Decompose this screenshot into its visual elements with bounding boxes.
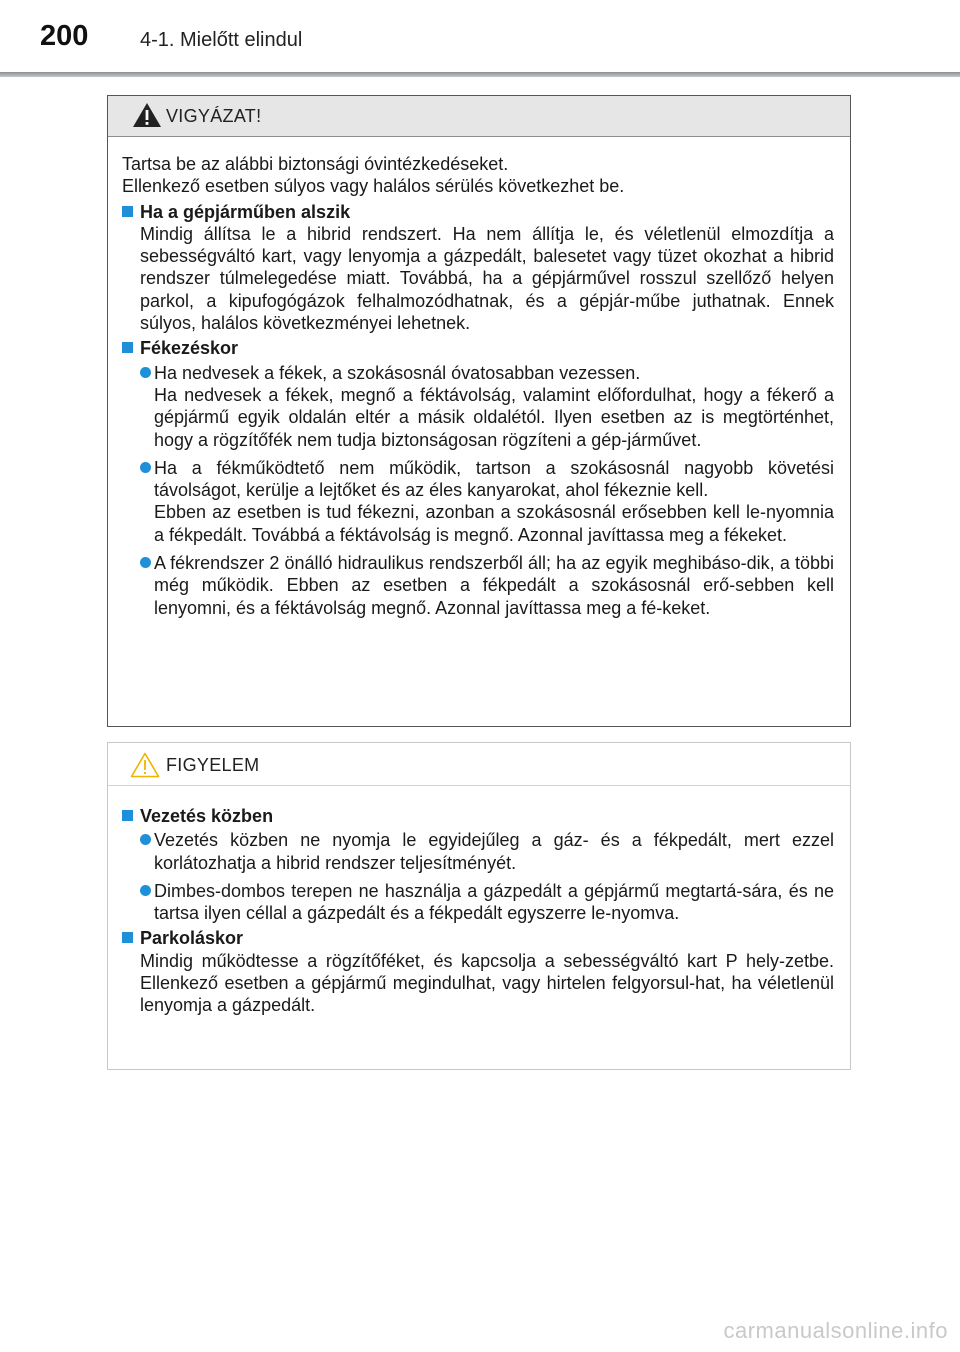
circle-bullet-icon (140, 885, 151, 896)
square-bullet-icon (122, 810, 133, 821)
warning-triangle-outline-icon (130, 752, 160, 778)
circle-bullet-icon (140, 557, 151, 568)
warning-box-header (108, 96, 850, 137)
page-header (0, 0, 960, 80)
square-bullet-icon (122, 342, 133, 353)
circle-bullet-icon (140, 834, 151, 845)
list-item (122, 552, 834, 619)
item-text: Dimbes-dombos terepen ne használja a gázpedált a gépjármű megtartá-sára, és ne tartsa ilyen céllal a gázpedált és a fékpedált egyszerre le-nyomva. (154, 880, 834, 924)
section-title: 4-1. Mielőtt elindul (140, 29, 303, 51)
notice-section-parking (122, 927, 834, 1016)
item-text: Ha nedvesek a fékek, a szokásosnál óvatosabban vezessen. (154, 362, 641, 383)
square-bullet-icon (122, 932, 133, 943)
notice-section-driving (122, 805, 834, 924)
warning-box (107, 95, 851, 727)
section-text: Mindig működtesse a rögzítőféket, és kapcsolja a sebességváltó kart P hely-zetbe. Ellenkező esetben a gépjármű megindulhat, vagy hirtelen felgyorsul-hat, ha véletlenül lenyomja a gázpedált. (140, 950, 834, 1016)
item-text: Ha a fékműködtető nem működik, tartson a szokásosnál nagyobb követési távolságot, kerülje a lejtőket és az éles kanyarokat, ahol fékeznie kell. (154, 457, 834, 501)
item-text: Vezetés közben ne nyomja le egyidejűleg a gáz- és a fékpedált, mert ezzel korlátozhatja a hibrid rendszer teljesítményét. (154, 830, 834, 873)
list-item (122, 880, 834, 925)
warning-intro (122, 153, 834, 198)
list-item (122, 829, 834, 874)
warning-section-sleeping (122, 201, 834, 335)
section-heading: Parkoláskor (140, 928, 244, 949)
warning-triangle-filled-icon (132, 102, 162, 128)
section-heading: Vezetés közben (140, 806, 274, 826)
section-text: Mindig állítsa le a hibrid rendszert. Ha nem állítja le, és véletlenül elmozdítja a sebességváltó kart, vagy lenyomja a gázpedált, balesetet vagy tüzet okozhat a hibrid rendszer túlmelegedése miatt. Továbbá, ha a gépjárművel rosszul szellőző helyen parkol, a kipufogógázok felhalmozódhatnak, és a gépjár-műbe juthatnak. Ennek súlyos, halálos következményei lehetnek. (140, 223, 834, 334)
notice-title: FIGYELEM (166, 755, 260, 775)
circle-bullet-icon (140, 462, 151, 473)
warning-title: VIGYÁZAT! (166, 106, 262, 126)
notice-box-body (108, 786, 850, 1017)
section-heading: Ha a gépjárműben alszik (140, 201, 351, 222)
intro-line: Ellenkező esetben súlyos vagy halálos sérülés következhet be. (122, 176, 625, 197)
list-item (122, 362, 834, 451)
item-text: A fékrendszer 2 önálló hidraulikus rendszerből áll; ha az egyik meghibáso-dik, a többi még működik. Ebben az esetben a fékpedált a szokásosnál erő-sebben kell lenyomni, és a féktávolság megnő. Azonnal javíttassa meg a fé-keket. (154, 553, 834, 618)
warning-box-body (108, 137, 850, 619)
page-number: 200 (40, 20, 89, 52)
intro-line: Tartsa be az alábbi biztonsági óvintézkedéseket. (122, 154, 509, 174)
circle-bullet-icon (140, 367, 151, 378)
list-item (122, 457, 834, 546)
warning-section-braking (122, 337, 834, 619)
item-text: Ebben az esetben is tud fékezni, azonban a szokásosnál erősebben kell le-nyomnia a fékpedált. Továbbá a féktávolság is megnő. Azonnal javíttassa meg a fékeket. (154, 502, 834, 545)
notice-box-header (108, 743, 850, 786)
item-text: Ha nedvesek a fékek, megnő a féktávolság, valamint előfordulhat, hogy a fékerő a gépjármű egyik oldalán eltér a másik oldalétól. Ilyen esetben az is megtörténhet, hogy a rögzítőfék nem tudja biztonságosan rögzíteni a gép-járművet. (154, 384, 834, 450)
notice-box (107, 742, 851, 1070)
watermark: carmanualsonline.info (723, 1318, 948, 1343)
section-heading: Fékezéskor (140, 338, 239, 359)
header-divider (0, 72, 960, 77)
square-bullet-icon (122, 206, 133, 217)
